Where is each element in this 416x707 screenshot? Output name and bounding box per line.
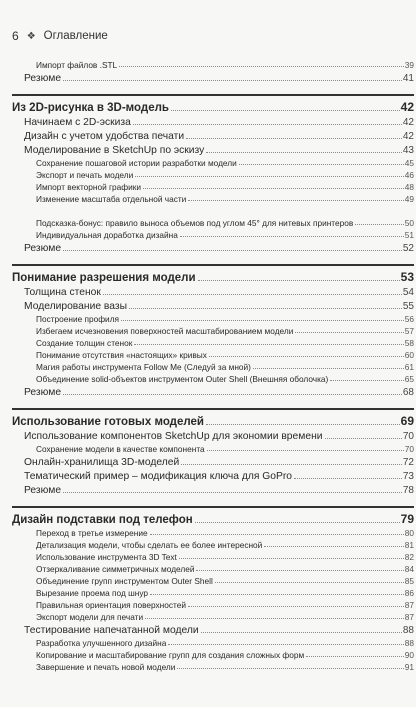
- toc-entry-page: 88: [404, 638, 414, 648]
- dot-leader: [239, 164, 404, 165]
- toc-entry-page: 90: [404, 650, 414, 660]
- toc-entry-page: 65: [404, 374, 414, 384]
- dot-leader: [207, 450, 404, 451]
- dot-leader: [168, 644, 403, 645]
- toc-section[interactable]: [12, 298, 414, 312]
- toc-entry-page: 87: [404, 612, 414, 622]
- toc-entry-page: 81: [404, 540, 414, 550]
- toc-entry-page: 43: [402, 145, 414, 156]
- toc-section[interactable]: [12, 240, 414, 254]
- dot-leader: [103, 294, 402, 295]
- toc-section[interactable]: [12, 142, 414, 156]
- toc-entry-page: 86: [404, 588, 414, 598]
- toc-entry-title: Моделирование вазы: [24, 301, 127, 312]
- dot-leader: [135, 176, 404, 177]
- toc-subsection[interactable]: [12, 586, 414, 598]
- dot-leader: [63, 394, 402, 395]
- dot-leader: [177, 668, 403, 669]
- dot-leader: [295, 332, 403, 333]
- toc-entry-page: 69: [400, 414, 414, 428]
- dot-leader: [198, 280, 400, 281]
- toc-entry-page: 82: [404, 552, 414, 562]
- toc-entry-title: Использование инструмента 3D Text: [36, 552, 177, 562]
- chapter-separator: [12, 84, 414, 96]
- toc-entry-title: Резюме: [24, 73, 62, 84]
- dot-leader: [209, 356, 404, 357]
- toc-entry-page: 61: [404, 362, 414, 372]
- toc-subsection[interactable]: [12, 562, 414, 574]
- toc-entry-title: Резюме: [24, 485, 62, 496]
- toc-entry-title: Создание толщин стенок: [36, 338, 133, 348]
- toc-subsection[interactable]: [12, 168, 414, 180]
- toc-entry-title: Магия работы инструмента Follow Me (Следуй за мной): [36, 362, 251, 372]
- toc-entry-page: 56: [404, 314, 414, 324]
- ornament-icon: ❖: [26, 30, 36, 42]
- toc-subsection[interactable]: [12, 538, 414, 550]
- toc-entry-title: Детализация модели, чтобы сделать ее более интересной: [36, 540, 263, 550]
- toc-chapter[interactable]: [12, 508, 414, 526]
- toc-entry-page: 42: [402, 131, 414, 142]
- toc-entry-title: Резюме: [24, 243, 62, 254]
- toc-subsection[interactable]: [12, 526, 414, 538]
- toc-subsection[interactable]: [12, 312, 414, 324]
- toc-entry-page: 68: [402, 387, 414, 398]
- dot-leader: [133, 124, 402, 125]
- toc-entry-title: Из 2D-рисунка в 3D-модель: [12, 102, 169, 114]
- toc-entry-title: Копирование и масштабирование групп для создания сложных форм: [36, 650, 305, 660]
- dot-leader: [215, 582, 404, 583]
- dot-leader: [150, 534, 404, 535]
- toc-entry-title: Понимание отсутствия «настоящих» кривых: [36, 350, 207, 360]
- toc-entry-title: Толщина стенок: [24, 287, 101, 298]
- toc-section[interactable]: [12, 468, 414, 482]
- dot-leader: [253, 368, 404, 369]
- toc-section[interactable]: [12, 284, 414, 298]
- toc-subsection[interactable]: [12, 336, 414, 348]
- toc-entry-title: Объединение групп инструментом Outer Shell: [36, 576, 213, 586]
- toc-entry-page: 70: [402, 431, 414, 442]
- toc-entry-page: 85: [404, 576, 414, 586]
- toc-subsection[interactable]: [12, 348, 414, 360]
- toc-chapter[interactable]: [12, 410, 414, 428]
- toc-entry-page: 78: [402, 485, 414, 496]
- dot-leader: [330, 380, 403, 381]
- dot-leader: [179, 558, 404, 559]
- toc-entry-title: Дизайн с учетом удобства печати: [24, 131, 185, 142]
- toc-entry-page: 55: [402, 301, 414, 312]
- toc-entry-page: 58: [404, 338, 414, 348]
- page-number: 6: [12, 29, 19, 43]
- dot-leader: [63, 80, 402, 81]
- toc-entry-page: 70: [404, 444, 414, 454]
- toc-section[interactable]: [12, 128, 414, 142]
- toc-subsection[interactable]: [12, 204, 414, 228]
- toc-section[interactable]: [12, 384, 414, 398]
- toc-entry-title: Объединение solid-объектов инструментом Outer Shell (Внешняя оболочка): [36, 374, 329, 384]
- toc-entry-page: 49: [404, 194, 414, 204]
- dot-leader: [201, 632, 402, 633]
- toc-entry-title: Экспорт и печать модели: [36, 170, 134, 180]
- dot-leader: [195, 522, 400, 523]
- table-of-contents: [12, 58, 414, 672]
- toc-entry-title: Отзеркаливание симметричных моделей: [36, 564, 195, 574]
- dot-leader: [121, 320, 404, 321]
- toc-entry-page: 45: [404, 158, 414, 168]
- toc-subsection[interactable]: [12, 58, 414, 70]
- toc-entry-title: Моделирование в SketchUp по эскизу: [24, 145, 205, 156]
- toc-entry-title: Переход в третье измерение: [36, 528, 148, 538]
- dot-leader: [264, 546, 403, 547]
- dot-leader: [355, 224, 404, 225]
- toc-entry-page: 72: [402, 457, 414, 468]
- dot-leader: [325, 438, 402, 439]
- toc-entry-page: 88: [402, 625, 414, 636]
- toc-entry-title: Начинаем с 2D-эскиза: [24, 117, 131, 128]
- toc-chapter[interactable]: [12, 96, 414, 114]
- toc-entry-title: Экспорт модели для печати: [36, 612, 144, 622]
- toc-entry-title: Подсказка-бонус: правило выноса объемов под углом 45° для нитевых принтеров: [36, 218, 354, 228]
- toc-entry-page: 48: [404, 182, 414, 192]
- toc-entry-title: Понимание разрешения модели: [12, 272, 196, 284]
- dot-leader: [188, 606, 404, 607]
- toc-entry-title: Построение профиля: [36, 314, 120, 324]
- toc-entry-title: Резюме: [24, 387, 62, 398]
- dot-leader: [145, 618, 404, 619]
- toc-entry-page: 53: [400, 270, 414, 284]
- toc-section[interactable]: [12, 428, 414, 442]
- toc-entry-title: Импорт векторной графики: [36, 182, 142, 192]
- dot-leader: [119, 66, 404, 67]
- toc-entry-title: Использование компонентов SketchUp для экономии времени: [24, 431, 323, 442]
- toc-entry-title: Правильная ориентация поверхностей: [36, 600, 186, 610]
- dot-leader: [63, 492, 402, 493]
- toc-entry-title: Вырезание проема под шнур: [36, 588, 149, 598]
- toc-subsection[interactable]: [12, 324, 414, 336]
- toc-subsection[interactable]: [12, 660, 414, 672]
- toc-entry-title: Индивидуальная доработка дизайна: [36, 230, 178, 240]
- toc-subsection[interactable]: [12, 192, 414, 204]
- dot-leader: [206, 152, 402, 153]
- toc-entry-page: 79: [400, 512, 414, 526]
- toc-entry-title: Тестирование напечатанной модели: [24, 625, 199, 636]
- dot-leader: [171, 110, 400, 111]
- toc-entry-title: Тематический пример – модификация ключа для GoPro: [24, 471, 293, 482]
- dot-leader: [63, 250, 402, 251]
- toc-subsection[interactable]: [12, 574, 414, 586]
- dot-leader: [294, 478, 402, 479]
- toc-entry-page: 73: [402, 471, 414, 482]
- dot-leader: [150, 594, 404, 595]
- toc-entry-title: Избегаем исчезновения поверхностей масштабированием модели: [36, 326, 294, 336]
- toc-entry-page: 52: [402, 243, 414, 254]
- chapter-separator: [12, 254, 414, 266]
- toc-entry-title: Онлайн-хранилища 3D-моделей: [24, 457, 180, 468]
- toc-entry-page: 50: [404, 218, 414, 228]
- toc-subsection[interactable]: [12, 610, 414, 622]
- toc-entry-page: 84: [404, 564, 414, 574]
- dot-leader: [188, 200, 403, 201]
- toc-entry-page: 42: [400, 100, 414, 114]
- dot-leader: [134, 344, 403, 345]
- dot-leader: [196, 570, 403, 571]
- running-header: [12, 28, 108, 44]
- toc-subsection[interactable]: [12, 442, 414, 454]
- toc-entry-title: Сохранение пошаговой истории разработки модели: [36, 158, 237, 168]
- chapter-separator: [12, 496, 414, 508]
- dot-leader: [181, 464, 402, 465]
- toc-entry-page: 41: [402, 73, 414, 84]
- toc-subsection[interactable]: [12, 156, 414, 168]
- toc-subsection[interactable]: [12, 648, 414, 660]
- toc-subsection[interactable]: [12, 372, 414, 384]
- toc-entry-title: Завершение и печать новой модели: [36, 662, 176, 672]
- toc-subsection[interactable]: [12, 636, 414, 648]
- toc-entry-page: 51: [404, 230, 414, 240]
- running-title: Оглавление: [43, 30, 108, 42]
- toc-entry-page: 46: [404, 170, 414, 180]
- dot-leader: [306, 656, 404, 657]
- toc-entry-page: 87: [404, 600, 414, 610]
- toc-entry-title: Дизайн подставки под телефон: [12, 514, 193, 526]
- toc-entry-title: Разработка улучшенного дизайна: [36, 638, 167, 648]
- toc-chapter[interactable]: [12, 266, 414, 284]
- toc-section[interactable]: [12, 454, 414, 468]
- toc-entry-title: Использование готовых моделей: [12, 416, 205, 428]
- toc-entry-page: 54: [402, 287, 414, 298]
- toc-entry-page: 39: [404, 60, 414, 70]
- toc-entry-page: 42: [402, 117, 414, 128]
- toc-entry-title: Импорт файлов .STL: [36, 60, 118, 70]
- toc-entry-title: Сохранение модели в качестве компонента: [36, 444, 205, 454]
- toc-entry-page: 60: [404, 350, 414, 360]
- dot-leader: [206, 424, 400, 425]
- toc-section[interactable]: [12, 114, 414, 128]
- chapter-separator: [12, 398, 414, 410]
- toc-entry-page: 57: [404, 326, 414, 336]
- toc-subsection[interactable]: [12, 550, 414, 562]
- toc-section[interactable]: [12, 622, 414, 636]
- toc-section[interactable]: [12, 70, 414, 84]
- dot-leader: [129, 308, 402, 309]
- dot-leader: [180, 236, 404, 237]
- toc-entry-page: 91: [404, 662, 414, 672]
- dot-leader: [143, 188, 404, 189]
- toc-subsection[interactable]: [12, 360, 414, 372]
- toc-entry-title: Изменение масштаба отдельной части: [36, 194, 187, 204]
- toc-subsection[interactable]: [12, 228, 414, 240]
- toc-subsection[interactable]: [12, 180, 414, 192]
- dot-leader: [186, 138, 402, 139]
- toc-subsection[interactable]: [12, 598, 414, 610]
- toc-section[interactable]: [12, 482, 414, 496]
- toc-entry-page: 80: [404, 528, 414, 538]
